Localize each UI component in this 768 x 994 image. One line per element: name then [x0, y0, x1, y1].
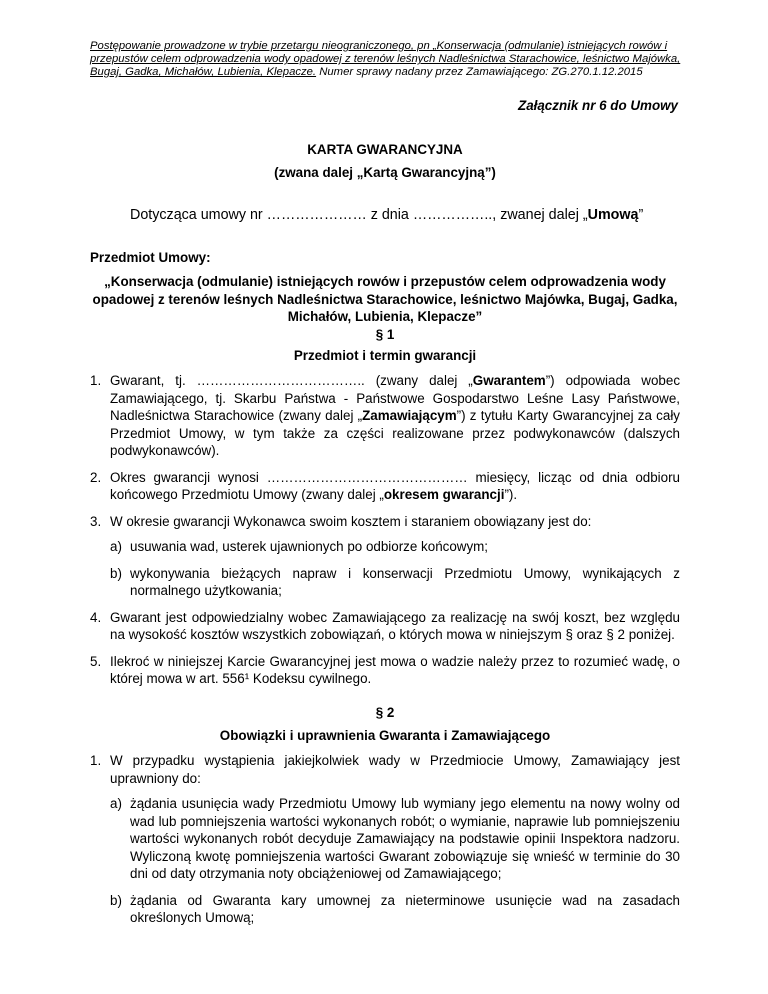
sub-list-item — [110, 892, 680, 927]
item-number: 4. — [90, 609, 102, 625]
document-title: KARTA GWARANCYJNA — [307, 142, 463, 157]
defined-term: Zamawiającym — [362, 408, 457, 423]
subject-label: Przedmiot Umowy: — [90, 250, 211, 265]
sub-item-text: usuwania wad, usterek ujawnionych po odbiorze końcowym; — [130, 539, 489, 554]
item-text: ”) z tytułu Karty Gwarancyjnej za cały Przedmiot Umowy, w tym także za części realizowane przez podwykonawców (dalszych podwykonawców). — [110, 408, 680, 458]
item-number: 2. — [90, 469, 102, 485]
list-item — [90, 752, 680, 927]
sub-list — [110, 538, 680, 600]
section1-number: § 1 — [375, 327, 395, 342]
sub-item-letter: a) — [110, 796, 122, 811]
item-text: W okresie gwarancji Wykonawca swoim kosztem i staraniem obowiązany jest do: — [110, 513, 592, 529]
section2-title: Obowiązki i uprawnienia Gwaranta i Zamawiającego — [219, 728, 551, 743]
sub-item-letter: b) — [110, 892, 122, 908]
sub-list-item — [110, 795, 680, 883]
header-procedure-text: Postępowanie prowadzone w trybie przetargu nieograniczonego, pn „Konserwacja (odmulanie) istniejących rowów i przepustów celem odprowadzenia wody opadowej z terenów leśnych Nadleśnictwa Starachowice, leśnictwo Majówka, Bugaj, Gadka, Michałów, Lubienia, Klepacze. — [90, 40, 681, 78]
list-item — [90, 513, 680, 600]
concerning-line — [130, 207, 643, 223]
section2-list — [90, 752, 680, 936]
item-number: 5. — [90, 653, 102, 669]
item-text: Gwarant, tj. ……………………………….. (zwany dalej „ — [110, 373, 473, 388]
section2-number: § 2 — [375, 705, 395, 720]
item-number: 1. — [90, 373, 102, 388]
list-item — [90, 469, 680, 504]
annex-label: Załącznik nr 6 do Umowy — [518, 98, 678, 113]
item-text: Okres gwarancji wynosi ……………………………………… miesięcy, licząc od dnia odbioru końcowego Przedmiotu Umowy (zwany dalej „ — [110, 469, 680, 502]
subject-text: „Konserwacja (odmulanie) istniejących rowów i przepustów celem odprowadzenia wody opadowej z terenów leśnych Nadleśnictwa Starachowice, leśnictwo Majówka, Bugaj, Gadka, Michałów, Lubienia, Klepacze” — [92, 274, 678, 324]
document-subtitle: (zwana dalej „Kartą Gwarancyjną”) — [274, 165, 496, 180]
sub-item-letter: a) — [110, 539, 122, 554]
item-number: 3. — [90, 513, 102, 529]
list-item — [90, 372, 680, 460]
item-text: W przypadku wystąpienia jakiejkolwiek wady w Przedmiocie Umowy, Zamawiający jest uprawniony do: — [110, 753, 680, 786]
concerning-suffix: ” — [638, 207, 644, 223]
item-text: Ilekroć w niniejszej Karcie Gwarancyjnej jest mowa o wadzie należy przez to rozumieć wadę, o której mowa w art. 556¹ Kodeksu cywilnego. — [110, 653, 680, 686]
sub-item-text: żądania od Gwaranta kary umownej za nieterminowe usunięcie wad na zasadach określonych Umową; — [130, 892, 680, 925]
section1-title: Przedmiot i termin gwarancji — [293, 348, 477, 363]
sub-list-item — [110, 565, 680, 600]
header-case-number: Numer sprawy nadany przez Zamawiającego: ZG.270.1.12.2015 — [316, 66, 643, 78]
defined-term: okresem gwarancji — [383, 487, 505, 502]
concerning-term: Umową — [587, 207, 639, 223]
sub-list — [110, 795, 680, 927]
procurement-header — [90, 40, 690, 79]
sub-item-text: wykonywania bieżących napraw i konserwacji Przedmiotu Umowy, wynikających z normalnego użytkowania; — [130, 565, 680, 598]
item-text: Gwarant jest odpowiedzialny wobec Zamawiającego za realizację na swój koszt, bez względu na wysokość kosztów wszystkich zobowiązań, o których mowa w niniejszym § oraz § 2 poniżej. — [110, 609, 680, 642]
sub-item-text: żądania usunięcia wady Przedmiotu Umowy lub wymiany jego elementu na nowy wolny od wad lub pomniejszenia wartości wykonanych robót; o wymianie, naprawie lub pomniejszeniu wartości wykonanych robót decyduje Zamawiający na podstawie opinii Inspektora nadzoru. Wyliczoną kwotę pomniejszenia wartości Gwarant zobowiązuje się wnieść w terminie do 30 dni od daty otrzymania noty obciążeniowej od Zamawiającego; — [130, 796, 680, 881]
sub-list-item — [110, 538, 680, 556]
item-text: ”) odpowiada wobec Zamawiającego, tj. Skarbu Państwa - Państwowe Gospodarstwo Leśne Lasy Państwowe, Nadleśnictwa Starachowice (zwany dalej „ — [110, 373, 681, 423]
item-number: 1. — [90, 753, 102, 768]
list-item — [90, 609, 680, 644]
section1-list — [90, 372, 680, 697]
item-text: ”). — [504, 487, 518, 502]
sub-item-letter: b) — [110, 565, 122, 581]
concerning-prefix: Dotycząca umowy nr ………………… z dnia …………….., zwanej dalej „ — [130, 207, 588, 223]
defined-term: Gwarantem — [472, 373, 546, 388]
list-item — [90, 653, 680, 688]
